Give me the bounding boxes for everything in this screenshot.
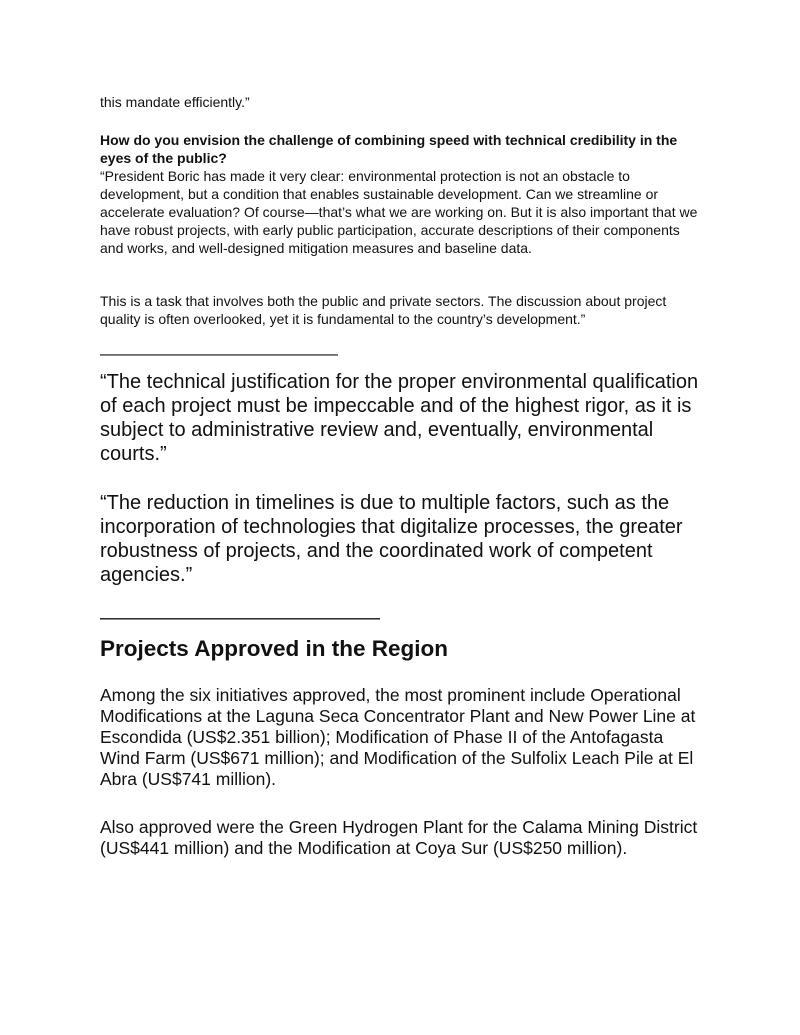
answer-paragraph-2: This is a task that involves both the public and private sectors. The discussion about project quality is often overlooked, yet it is fundamental to the country’s development.” — [100, 293, 667, 327]
pull-quote-2: “The reduction in timelines is due to multiple factors, such as the incorporation of technologies that digitalize processes, the greater robustness of projects, and the coordinated work of competent agencies.” — [100, 492, 683, 586]
interview-question: How do you envision the challenge of combining speed with technical credibility in the eyes of the public? — [100, 132, 678, 166]
continuation-text: this mandate efficiently.” — [100, 94, 250, 110]
separator-line-2: —————————————— — [100, 607, 380, 629]
section-heading: Projects Approved in the Region — [100, 636, 448, 661]
answer-paragraph-1: “President Boric has made it very clear: environmental protection is not an obstacle to development, but a condition that enables sustainable development. Can we streamline or accelerate evaluation? Of course—that’s what we are working on. But it is also important that we have robust projects, with early public participation, accurate descriptions of their components and works, and well-designed mitigation measures and baseline data. — [100, 168, 698, 256]
pull-quote-1: “The technical justification for the proper environmental qualification of each project must be impeccable and of the highest rigor, as it is subject to administrative review and, eventually, environmental courts.” — [100, 371, 699, 465]
section-paragraph-2: Also approved were the Green Hydrogen Plant for the Calama Mining District (US$441 million) and the Modification at Coya Sur (US$250 million). — [100, 817, 698, 858]
separator-line-1: —————————————— — [100, 344, 338, 363]
section-paragraph-1: Among the six initiatives approved, the most prominent include Operational Modifications at the Laguna Seca Concentrator Plant and New Power Line at Escondida (US$2.351 billion); Modification of Phase II of the Antofagasta Wind Farm (US$671 million); and Modification of the Sulfolix Leach Pile at El Abra (US$741 million). — [100, 685, 696, 789]
